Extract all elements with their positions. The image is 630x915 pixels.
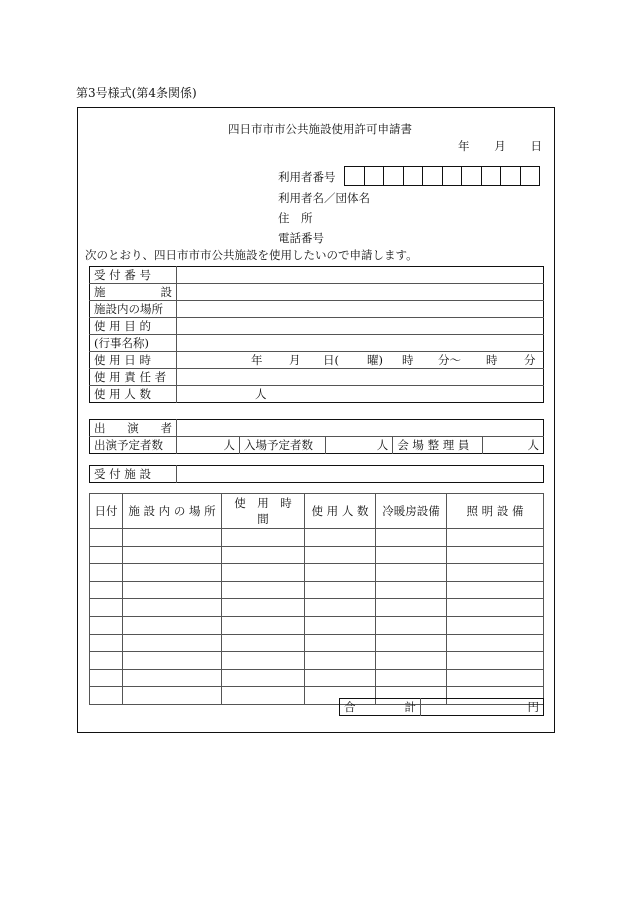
people-count-label: 使 用 人 数 xyxy=(90,386,177,403)
cell-location[interactable] xyxy=(123,529,222,547)
cell-hvac[interactable] xyxy=(376,634,447,652)
cell-people[interactable] xyxy=(305,616,376,634)
cell-time[interactable] xyxy=(222,634,305,652)
table-row xyxy=(90,369,544,386)
table-row xyxy=(90,669,544,687)
table-row xyxy=(340,699,544,716)
date-month: 月 xyxy=(494,139,506,153)
cell-people[interactable] xyxy=(305,599,376,617)
cell-hvac[interactable] xyxy=(376,564,447,582)
cell-date[interactable] xyxy=(90,616,123,634)
cell-hvac[interactable] xyxy=(376,599,447,617)
cell-date[interactable] xyxy=(90,564,123,582)
cell-location[interactable] xyxy=(123,564,222,582)
user-number-boxes[interactable] xyxy=(344,166,540,186)
cell-date[interactable] xyxy=(90,599,123,617)
cell-time[interactable] xyxy=(222,546,305,564)
cell-time[interactable] xyxy=(222,652,305,670)
receipt-number-field[interactable] xyxy=(177,267,544,284)
expected-performers-field[interactable]: 人 xyxy=(177,437,240,454)
date-line xyxy=(458,138,542,155)
reception-field[interactable] xyxy=(177,466,544,483)
address-label: 住 所 xyxy=(278,211,313,225)
table-row xyxy=(90,616,544,634)
receipt-number-label: 受 付 番 号 xyxy=(90,267,177,284)
cell-time[interactable] xyxy=(222,564,305,582)
table-row xyxy=(90,284,544,301)
usage-table xyxy=(89,493,544,705)
reception-label: 受 付 施 設 xyxy=(90,466,177,483)
table-row xyxy=(90,352,544,369)
expected-admission-label: 入場予定者数 xyxy=(240,437,326,454)
purpose-field[interactable] xyxy=(177,318,544,335)
cell-date[interactable] xyxy=(90,652,123,670)
cell-time[interactable] xyxy=(222,687,305,705)
cell-people[interactable] xyxy=(305,669,376,687)
form-number: 第3号様式(第4条関係) xyxy=(76,86,197,100)
table-row xyxy=(90,420,544,437)
cell-date[interactable] xyxy=(90,687,123,705)
cell-time[interactable] xyxy=(222,599,305,617)
cell-lighting[interactable] xyxy=(447,634,544,652)
cell-location[interactable] xyxy=(123,634,222,652)
cell-time[interactable] xyxy=(222,616,305,634)
venue-staff-label: 会 場 整 理 員 xyxy=(393,437,483,454)
cell-lighting[interactable] xyxy=(447,599,544,617)
cell-location[interactable] xyxy=(123,616,222,634)
cell-time[interactable] xyxy=(222,581,305,599)
cell-hvac[interactable] xyxy=(376,581,447,599)
cell-time[interactable] xyxy=(222,529,305,547)
table-row xyxy=(90,335,544,352)
expected-performers-label: 出演予定者数 xyxy=(90,437,177,454)
table-row xyxy=(90,581,544,599)
cell-lighting[interactable] xyxy=(447,652,544,670)
performers-field[interactable] xyxy=(177,420,544,437)
cell-date[interactable] xyxy=(90,581,123,599)
header-people: 使 用 人 数 xyxy=(305,494,376,529)
cell-people[interactable] xyxy=(305,634,376,652)
facility-field[interactable] xyxy=(177,284,544,301)
cell-location[interactable] xyxy=(123,599,222,617)
cell-location[interactable] xyxy=(123,669,222,687)
header-location: 施 設 内 の 場 所 xyxy=(123,494,222,529)
date-day: 日 xyxy=(530,139,542,153)
cell-hvac[interactable] xyxy=(376,616,447,634)
table-row xyxy=(90,634,544,652)
performers-label: 出 演 者 xyxy=(90,420,177,437)
reception-table xyxy=(89,465,544,483)
header-hvac: 冷暖房設備 xyxy=(376,494,447,529)
statement: 次のとおり、四日市市市公共施設を使用したいので申請します。 xyxy=(85,248,418,262)
table-row xyxy=(90,529,544,547)
table-row xyxy=(90,546,544,564)
table-row xyxy=(90,652,544,670)
table-row xyxy=(90,301,544,318)
cell-people[interactable] xyxy=(305,546,376,564)
location-label: 施設内の場所 xyxy=(90,301,177,318)
cell-people[interactable] xyxy=(305,652,376,670)
usage-datetime-field[interactable]: 年 月 日( 曜) 時 分～ 時 分 xyxy=(177,352,544,369)
table-row xyxy=(90,386,544,403)
cell-location[interactable] xyxy=(123,581,222,599)
cell-location[interactable] xyxy=(123,687,222,705)
cell-people[interactable] xyxy=(305,564,376,582)
expected-admission-field[interactable]: 人 xyxy=(326,437,393,454)
cell-date[interactable] xyxy=(90,669,123,687)
usage-datetime-label: 使 用 日 時 xyxy=(90,352,177,369)
table-row xyxy=(90,318,544,335)
cell-hvac[interactable] xyxy=(376,529,447,547)
performer-table xyxy=(89,419,544,454)
user-number-label: 利用者番号 xyxy=(278,170,336,184)
cell-location[interactable] xyxy=(123,652,222,670)
table-row xyxy=(90,599,544,617)
venue-staff-field[interactable]: 人 xyxy=(527,437,539,452)
phone-label: 電話番号 xyxy=(278,231,324,245)
facility-label: 施 設 xyxy=(90,284,177,301)
table-row xyxy=(90,466,544,483)
event-name-label: (行事名称) xyxy=(90,335,177,352)
people-count-field[interactable]: 人 xyxy=(255,386,267,401)
header-time: 使 用 時 間 xyxy=(222,494,305,529)
cell-people[interactable] xyxy=(305,581,376,599)
main-section-table xyxy=(89,266,544,403)
header-date: 日付 xyxy=(90,494,123,529)
cell-lighting[interactable] xyxy=(447,581,544,599)
cell-time[interactable] xyxy=(222,669,305,687)
total-label: 合 計 xyxy=(340,699,421,716)
cell-date[interactable] xyxy=(90,529,123,547)
purpose-label: 使 用 目 的 xyxy=(90,318,177,335)
table-row xyxy=(90,437,544,454)
total-amount-field[interactable]: 円 xyxy=(527,699,539,714)
cell-lighting[interactable] xyxy=(447,564,544,582)
cell-people[interactable] xyxy=(305,529,376,547)
header-lighting: 照 明 設 備 xyxy=(447,494,544,529)
cell-hvac[interactable] xyxy=(376,669,447,687)
cell-date[interactable] xyxy=(90,634,123,652)
cell-date[interactable] xyxy=(90,546,123,564)
cell-hvac[interactable] xyxy=(376,546,447,564)
event-name-field[interactable] xyxy=(177,335,544,352)
total-table xyxy=(339,698,544,716)
table-row xyxy=(90,267,544,284)
cell-lighting[interactable] xyxy=(447,669,544,687)
cell-lighting[interactable] xyxy=(447,529,544,547)
cell-lighting[interactable] xyxy=(447,546,544,564)
cell-lighting[interactable] xyxy=(447,616,544,634)
cell-hvac[interactable] xyxy=(376,652,447,670)
form-title: 四日市市市公共施設使用許可申請書 xyxy=(228,122,412,136)
usage-table-header xyxy=(90,494,544,529)
cell-location[interactable] xyxy=(123,546,222,564)
location-field[interactable] xyxy=(177,301,544,318)
table-row xyxy=(90,564,544,582)
date-year: 年 xyxy=(458,139,470,153)
manager-label: 使 用 責 任 者 xyxy=(90,369,177,386)
manager-field[interactable] xyxy=(177,369,544,386)
user-name-label: 利用者名／団体名 xyxy=(278,191,370,205)
